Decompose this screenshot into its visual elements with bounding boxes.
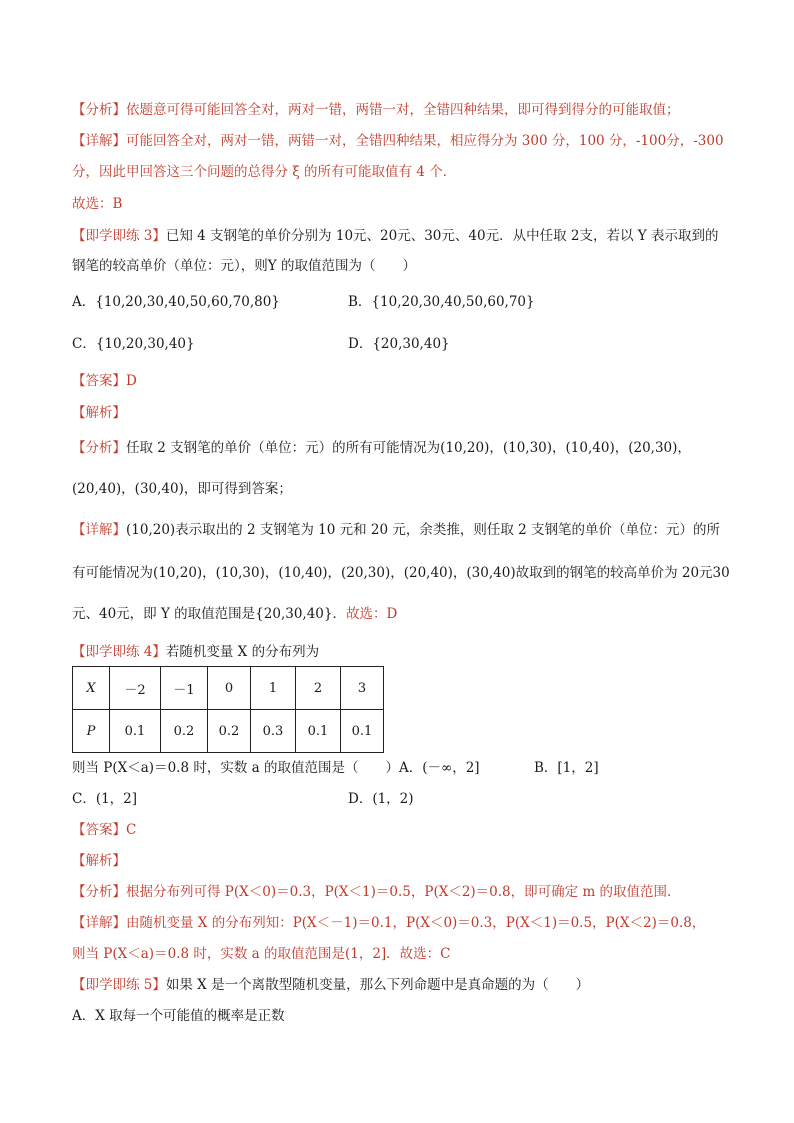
question-3-analysis-line-1: [72, 438, 691, 458]
question-4-condition-with-option-a: 则当 P(X＜a)＝0.8 时，实数 a 的取值范围是（ ）A．(－∞，2]: [72, 760, 480, 776]
analysis-paragraph-1: [72, 100, 680, 120]
question-3-option-d: D．{20,30,40}: [348, 336, 450, 352]
question-4-text: 若随机变量 X 的分布列为: [165, 644, 320, 660]
answer-tag: 【答案】: [72, 373, 126, 389]
table-cell: 0: [208, 667, 251, 710]
table-row: [73, 710, 384, 753]
table-header-cell: X: [73, 667, 110, 710]
question-4-detail-line-2: 则当 P(X＜a)＝0.8 时，实数 a 的取值范围是(1，2]．故选：C: [72, 946, 451, 962]
table-cell: 0.2: [208, 710, 251, 753]
analysis-tag: 【分析】: [72, 102, 126, 118]
question-4-option-b: B．[1，2]: [534, 760, 599, 776]
table-cell: 0.1: [341, 710, 384, 753]
question-4-jiexi-tag: 【解析】: [72, 853, 126, 869]
detail-tag: 【详解】: [72, 522, 126, 538]
question-3-analysis-line-2: (20,40)，(30,40)，即可得到答案；: [72, 481, 292, 497]
table-cell: －2: [110, 667, 161, 710]
table-cell: 0.1: [296, 710, 341, 753]
answer-value: C: [126, 822, 137, 838]
detail-range-text: 元、40元，即 Y 的取值范围是{20,30,40}．: [72, 606, 346, 622]
table-cell: 0.1: [110, 710, 161, 753]
detail-paragraph-1-line-1: [72, 131, 724, 151]
question-4-answer: [72, 820, 136, 840]
analysis-tag: 【分析】: [72, 440, 126, 456]
detail-tag: 【详解】: [72, 915, 126, 931]
analysis-text: 任取 2 支钢笔的单价（单位：元）的所有可能情况为(10,20)，(10,30)，(10,40)，(20,30)，: [126, 440, 691, 456]
question-3-option-b: B．{10,20,30,40,50,60,70}: [348, 294, 535, 310]
question-3-jiexi-tag: 【解析】: [72, 405, 126, 421]
question-3-option-c: C．{10,20,30,40}: [72, 336, 195, 352]
question-3-answer: [72, 371, 137, 391]
detail-paragraph-1-line-2: 分，因此甲回答这三个问题的总得分 ξ 的所有可能取值有 4 个．: [72, 164, 457, 180]
question-3-stem-line-1: [72, 226, 718, 246]
table-cell: 3: [341, 667, 384, 710]
table-row: [73, 667, 384, 710]
table-cell: 0.2: [161, 710, 208, 753]
detail-text: (10,20)表示取出的 2 支钢笔为 10 元和 20 元，余类推，则任取 2 支钢笔的单价（单位：元）的所: [126, 522, 721, 538]
analysis-tag: 【分析】: [72, 884, 126, 900]
table-cell: 2: [296, 667, 341, 710]
question-5-tag: 【即学即练 5】: [72, 977, 166, 993]
distribution-table: [72, 666, 384, 753]
question-3-text: 已知 4 支钢笔的单价分别为 10元、20元、30元、40元．从中任取 2支，若以 Y 表示取到的: [165, 228, 719, 244]
detail-text: 由随机变量 X 的分布列知：P(X＜－1)＝0.1，P(X＜0)＝0.3，P(X＜1)＝0.5，P(X＜2)＝0.8，: [126, 915, 706, 931]
question-4-option-c: C．(1，2]: [72, 791, 138, 807]
question-5-option-a: A．X 取每一个可能值的概率是正数: [72, 1008, 285, 1024]
answer-value: D: [126, 373, 137, 389]
question-3-detail-line-1: [72, 520, 720, 540]
question-5-text: 如果 X 是一个离散型随机变量，那么下列命题中是真命题的为（ ）: [165, 977, 590, 993]
table-header-cell: P: [73, 710, 110, 753]
detail-answer: 故选：D: [345, 606, 398, 622]
question-4-stem: [72, 642, 319, 662]
question-5-stem: [72, 975, 589, 995]
question-3-tag: 【即学即练 3】: [72, 228, 166, 244]
answer-tag: 【答案】: [72, 822, 126, 838]
question-3-stem-line-2: 钢笔的较高单价（单位：元），则Y 的取值范围为（ ）: [72, 258, 416, 274]
question-4-analysis: [72, 882, 671, 902]
question-3-detail-line-2: 有可能情况为(10,20)，(10,30)，(10,40)，(20,30)，(20,40)，(30,40)故取到的钢笔的较高单价为 20元30: [72, 565, 730, 581]
detail-answer: 故选：B: [72, 196, 123, 212]
table-cell: 0.3: [251, 710, 296, 753]
question-3-detail-line-3: [72, 604, 397, 624]
analysis-text: 根据分布列可得 P(X＜0)＝0.3，P(X＜1)＝0.5，P(X＜2)＝0.8，即可确定 m 的取值范围.: [126, 884, 672, 900]
question-4-option-d: D．(1，2): [348, 791, 414, 807]
detail-tag: 【详解】: [72, 133, 126, 149]
question-4-detail-line-1: [72, 913, 705, 933]
detail-text: 可能回答全对，两对一错，两错一对，全错四种结果，相应得分为 300 分，100 分，-100分，-300: [126, 133, 724, 149]
question-4-tag: 【即学即练 4】: [72, 644, 166, 660]
analysis-text: 依题意可得可能回答全对，两对一错，两错一对，全错四种结果，即可得到得分的可能取值；: [126, 102, 680, 118]
table-cell: 1: [251, 667, 296, 710]
question-3-option-a: A．{10,20,30,40,50,60,70,80}: [72, 294, 280, 310]
table-cell: －1: [161, 667, 208, 710]
